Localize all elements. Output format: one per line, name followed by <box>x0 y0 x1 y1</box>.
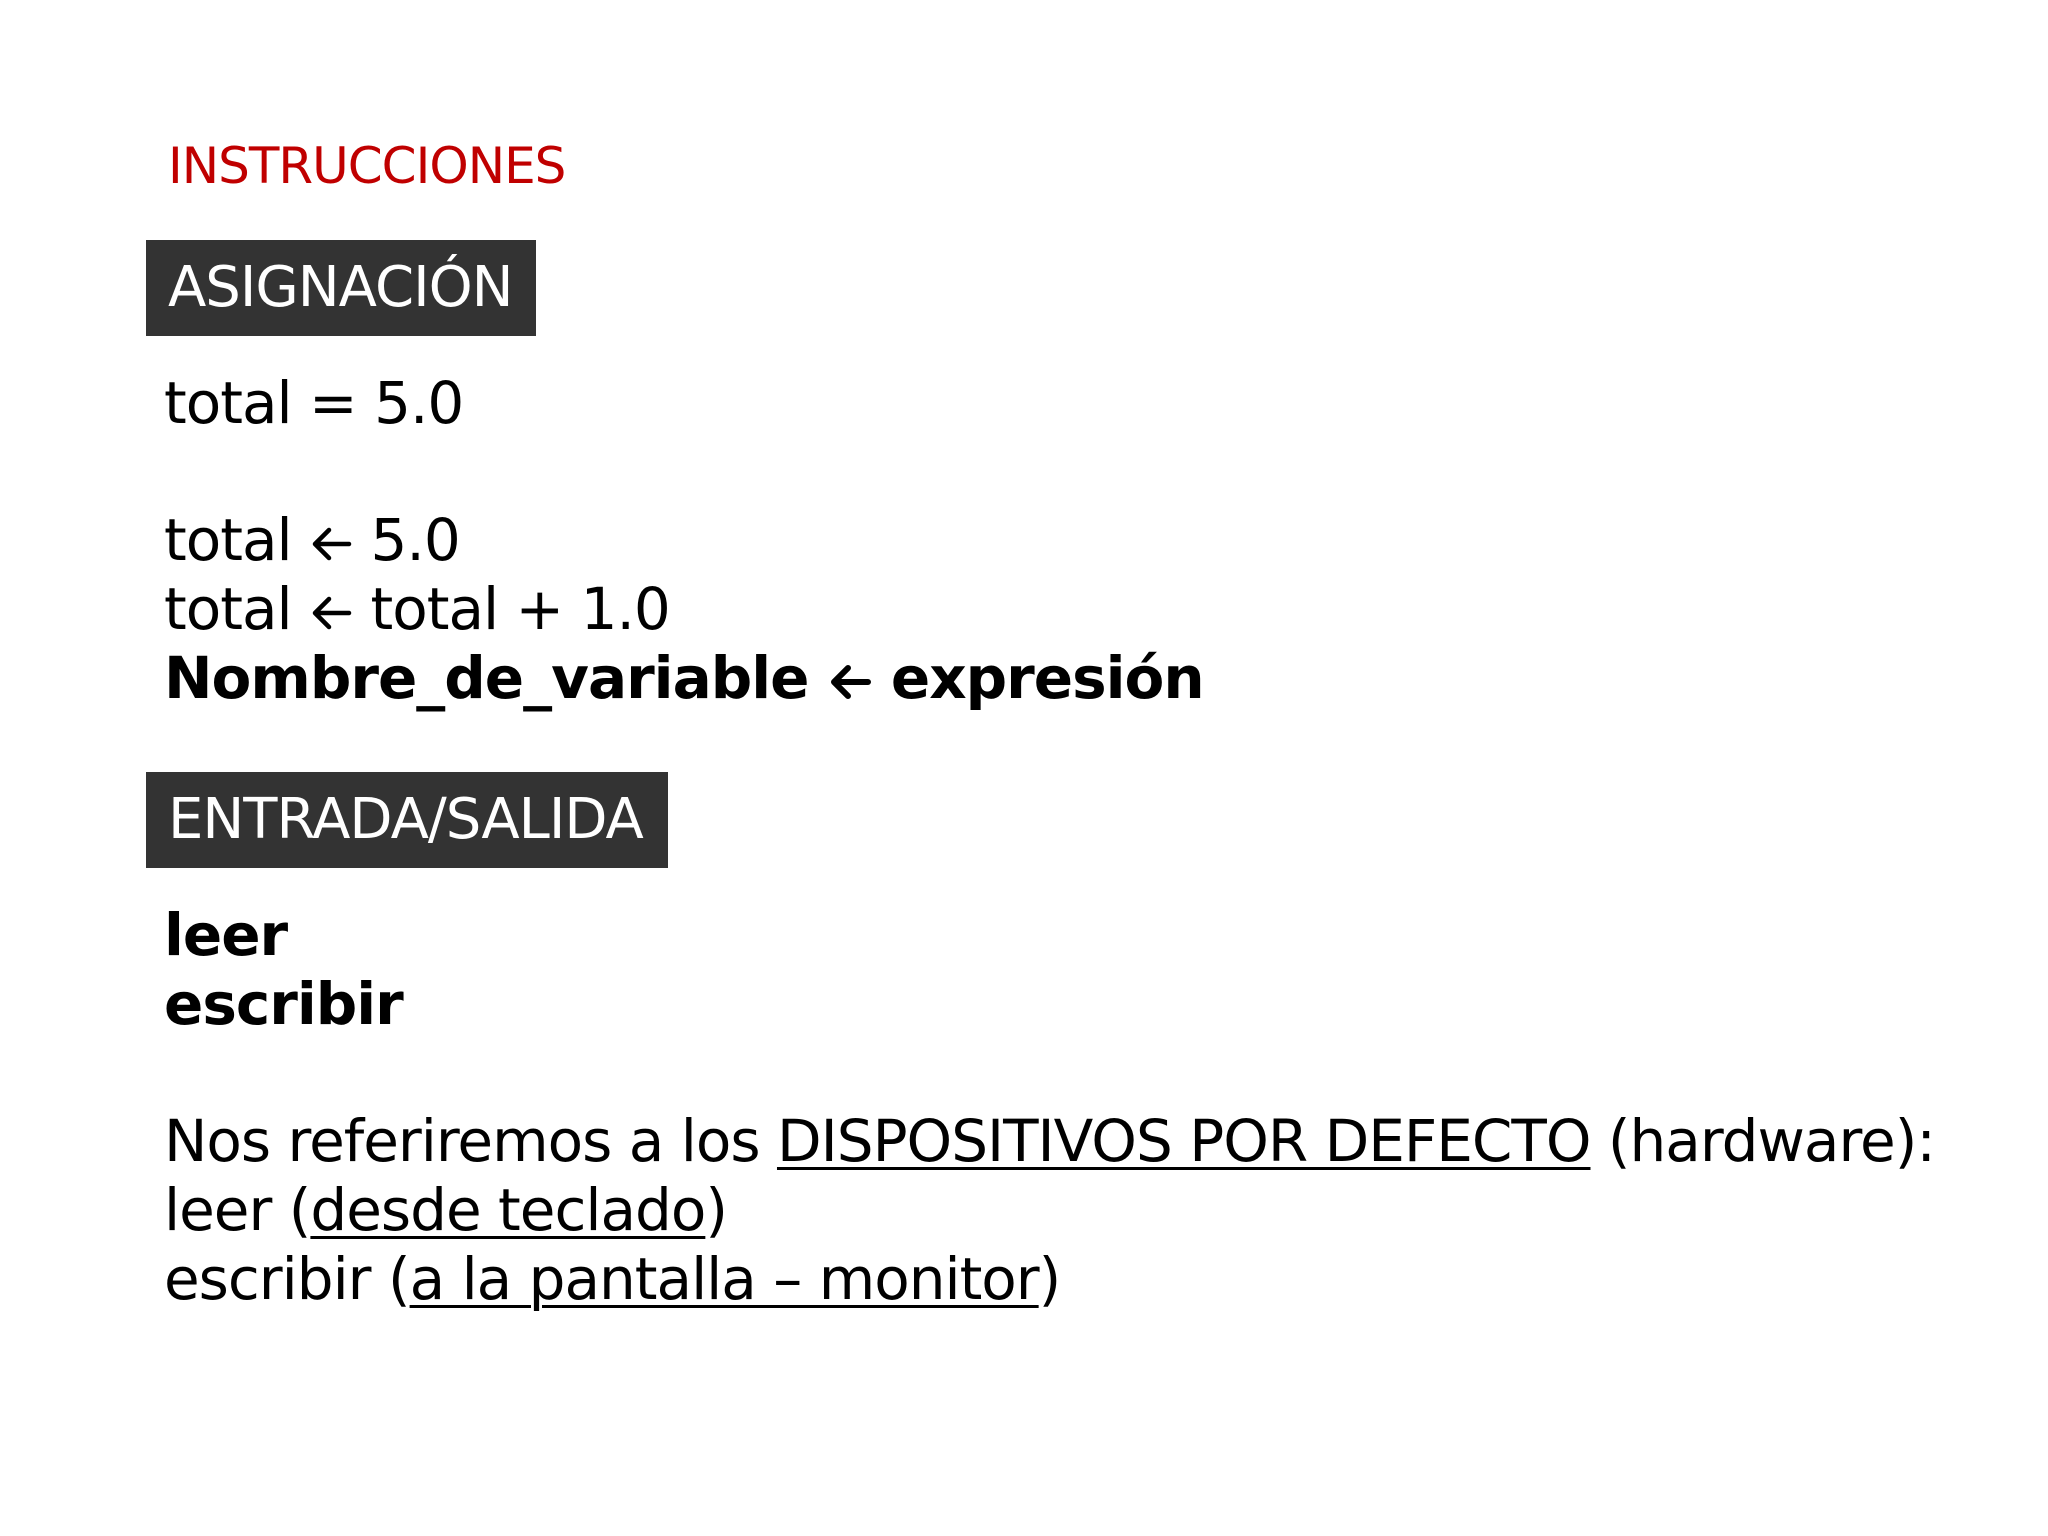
assignment-value: total + 1.0 <box>370 575 670 643</box>
write-suffix: ) <box>1038 1245 1061 1313</box>
note-prefix: Nos referiremos a los <box>164 1107 777 1175</box>
write-prefix: escribir ( <box>164 1245 410 1313</box>
read-device: desde teclado <box>310 1176 706 1244</box>
assignment-example-arrow-2 <box>164 574 670 644</box>
section-label-entrada-salida: ENTRADA/SALIDA <box>146 772 668 868</box>
assignment-value: 5.0 <box>370 506 460 574</box>
slide-title: INSTRUCCIONES <box>168 137 566 195</box>
note-suffix: (hardware): <box>1590 1107 1935 1175</box>
left-arrow-icon <box>309 505 353 575</box>
assignment-value: expresión <box>890 644 1204 712</box>
assignment-target: Nombre_de_variable <box>164 644 809 712</box>
io-write-keyword: escribir <box>164 970 403 1038</box>
left-arrow-icon <box>828 643 872 713</box>
io-read-keyword: leer <box>164 901 288 969</box>
assignment-target: total <box>164 506 292 574</box>
section-label-asignacion: ASIGNACIÓN <box>146 240 536 336</box>
assignment-example-arrow-1 <box>164 505 460 575</box>
read-suffix: ) <box>705 1176 727 1244</box>
assignment-target: total <box>164 575 292 643</box>
default-devices-note <box>164 1106 1935 1176</box>
write-device: a la pantalla – monitor <box>409 1245 1039 1313</box>
read-prefix: leer ( <box>164 1176 311 1244</box>
note-underlined: DISPOSITIVOS POR DEFECTO <box>776 1107 1591 1175</box>
left-arrow-icon <box>309 574 353 644</box>
write-device-line <box>164 1244 1060 1314</box>
read-device-line <box>164 1175 727 1245</box>
assignment-general-form <box>164 643 1204 713</box>
assignment-example-equals: total = 5.0 <box>164 369 464 437</box>
